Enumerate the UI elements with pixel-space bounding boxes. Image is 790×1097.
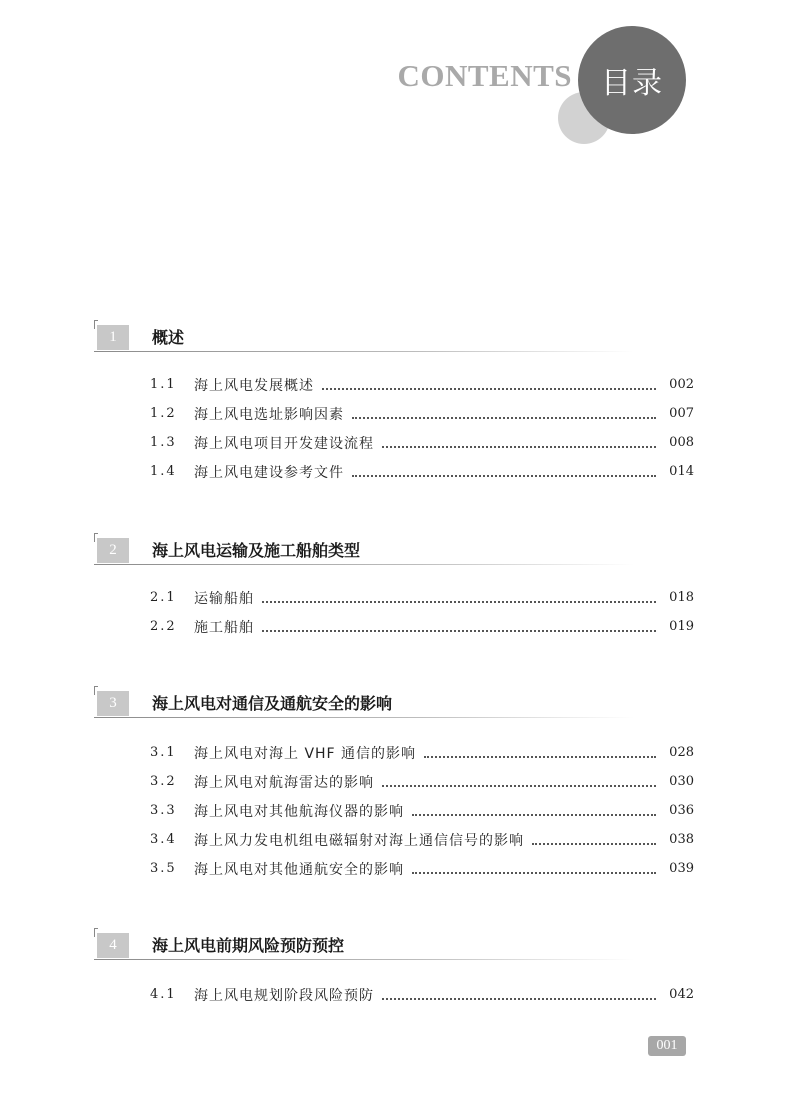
chapter-number-badge: 1 [97, 325, 129, 350]
entry-number: 1.2 [150, 406, 177, 421]
entry-number: 1.3 [150, 435, 177, 450]
chapter-heading[interactable] [94, 533, 694, 563]
entry-page: 036 [669, 803, 694, 818]
entry-list [94, 583, 694, 641]
toc-header [0, 0, 790, 160]
chapter-heading[interactable] [94, 686, 694, 716]
entry-list [94, 980, 694, 1009]
toc-title: 目录 [601, 66, 663, 101]
entry-title: 运输船舶 [194, 590, 254, 607]
chapter-2 [94, 533, 694, 636]
entry-number: 4.1 [150, 987, 177, 1002]
chapter-divider [94, 564, 634, 565]
entry-number: 3.2 [150, 774, 177, 789]
entry-list [94, 738, 694, 883]
entry-title: 海上风电规划阶段风险预防 [194, 987, 374, 1004]
toc-entry[interactable] [94, 457, 694, 486]
entry-title: 海上风电建设参考文件 [194, 464, 344, 481]
dot-leader [382, 997, 656, 1000]
entry-page: 028 [669, 745, 694, 760]
entry-number: 3.4 [150, 832, 177, 847]
toc-title-circle [578, 26, 686, 134]
chapter-title: 海上风电前期风险预防预控 [152, 936, 345, 955]
dot-leader [262, 600, 656, 603]
page-number: 001 [648, 1036, 686, 1056]
entry-title: 海上风电发展概述 [194, 377, 314, 394]
chapter-heading[interactable] [94, 320, 694, 350]
entry-page: 038 [669, 832, 694, 847]
dot-leader [382, 445, 656, 448]
entry-title: 海上风力发电机组电磁辐射对海上通信信号的影响 [194, 832, 524, 849]
entry-page: 019 [669, 619, 694, 634]
entry-title: 施工船舶 [194, 619, 254, 636]
chapter-divider [94, 717, 634, 718]
dot-leader [532, 842, 656, 845]
toc-entry[interactable] [94, 428, 694, 457]
chapter-divider [94, 959, 634, 960]
entry-title: 海上风电对航海雷达的影响 [194, 774, 374, 791]
entry-title: 海上风电对其他航海仪器的影响 [194, 803, 404, 820]
dot-leader [412, 813, 656, 816]
entry-list [94, 370, 694, 486]
toc-entry[interactable] [94, 370, 694, 399]
chapter-title: 海上风电运输及施工船舶类型 [152, 541, 361, 560]
chapter-number-badge: 4 [97, 933, 129, 958]
entry-page: 014 [669, 464, 694, 479]
entry-page: 008 [669, 435, 694, 450]
toc-entry[interactable] [94, 583, 694, 612]
dot-leader [352, 474, 656, 477]
entry-number: 3.1 [150, 745, 177, 760]
entry-number: 2.2 [150, 619, 177, 634]
entry-number: 3.3 [150, 803, 177, 818]
chapter-3 [94, 686, 694, 878]
entry-page: 002 [669, 377, 694, 392]
toc-entry[interactable] [94, 399, 694, 428]
toc-entry[interactable] [94, 738, 694, 767]
chapter-1 [94, 320, 694, 481]
entry-number: 1.4 [150, 464, 177, 479]
contents-heading: CONTENTS [397, 58, 572, 93]
chapter-title: 海上风电对通信及通航安全的影响 [152, 694, 393, 713]
dot-leader [382, 784, 656, 787]
toc-entry[interactable] [94, 854, 694, 883]
dot-leader [424, 755, 656, 758]
entry-page: 007 [669, 406, 694, 421]
chapter-number-badge: 2 [97, 538, 129, 563]
entry-number: 2.1 [150, 590, 177, 605]
entry-page: 042 [669, 987, 694, 1002]
entry-title: 海上风电项目开发建设流程 [194, 435, 374, 452]
entry-title: 海上风电选址影响因素 [194, 406, 344, 423]
chapter-divider [94, 351, 634, 352]
entry-title: 海上风电对海上 VHF 通信的影响 [194, 745, 417, 762]
chapter-heading[interactable] [94, 928, 694, 958]
dot-leader [262, 629, 656, 632]
chapter-4 [94, 928, 694, 1004]
toc-entry[interactable] [94, 825, 694, 854]
entry-number: 3.5 [150, 861, 177, 876]
chapter-number-badge: 3 [97, 691, 129, 716]
toc-entry[interactable] [94, 612, 694, 641]
entry-page: 039 [669, 861, 694, 876]
entry-page: 030 [669, 774, 694, 789]
chapter-title: 概述 [152, 328, 185, 347]
dot-leader [412, 871, 656, 874]
toc-entry[interactable] [94, 980, 694, 1009]
entry-title: 海上风电对其他通航安全的影响 [194, 861, 404, 878]
entry-page: 018 [669, 590, 694, 605]
dot-leader [352, 416, 656, 419]
toc-entry[interactable] [94, 767, 694, 796]
toc-entry[interactable] [94, 796, 694, 825]
entry-number: 1.1 [150, 377, 177, 392]
dot-leader [322, 387, 656, 390]
